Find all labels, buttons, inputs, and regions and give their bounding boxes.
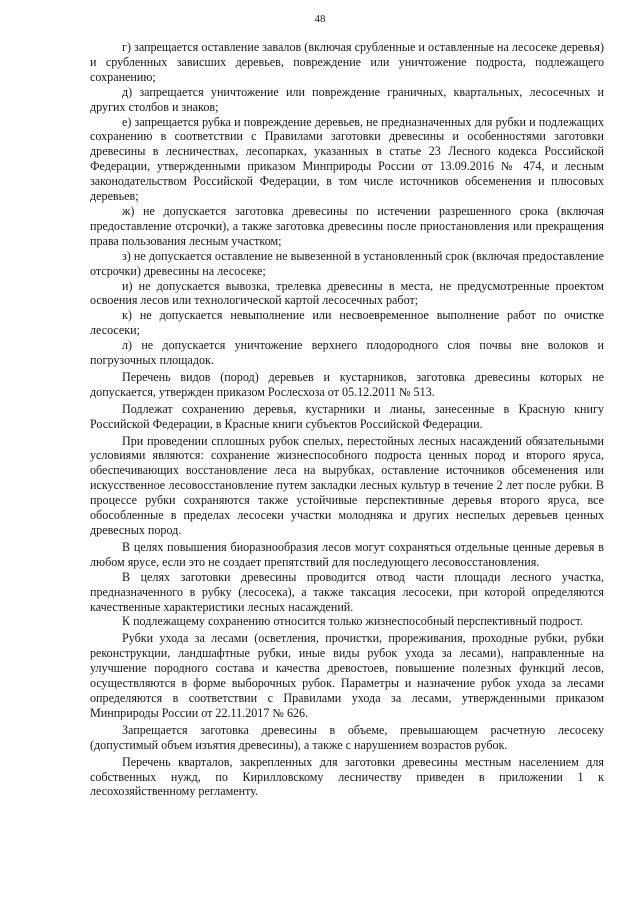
paragraph-item-d: д) запрещается уничтожение или повреждение граничных, квартальных, лесосечных и других столбов и знаков;	[90, 84, 604, 114]
paragraph-item-e: е) запрещается рубка и повреждение деревьев, не предназначенных для рубки и подлежащих сохранению в соответствии с Правилами заготовки древесины и особенностями заготовки древесины в лесничествах, лесопарках, указанных в статье 23 Лесного кодекса Российской Федерации, утвержденными приказом Минприроды России от 13.09.2016 № 474, и лесным законодательством Российской Федерации, в том числе источников обсеменения и плюсовых деревьев;	[90, 114, 604, 204]
paragraph-item-l: л) не допускается уничтожение верхнего плодородного слоя почвы вне волоков и погрузочных площадок.	[90, 338, 604, 368]
paragraph-item-zh: ж) не допускается заготовка древесины по истечении разрешенного срока (включая предоставление отсрочки), а также заготовка древесины после приостановления или прекращения права пользования лесным участком;	[90, 203, 604, 248]
paragraph-item-k: к) не допускается невыполнение или несвоевременное выполнение работ по очистке лесосеки;	[90, 308, 604, 338]
paragraph-item-i: и) не допускается вывозка, трелевка древесины в места, не предусмотренные проектом освоения лесов или технологической картой лесосечных работ;	[90, 278, 604, 308]
paragraph-item-g: г) запрещается оставление завалов (включая срубленные и оставленные на лесосеке деревья) и срубленных зависших деревьев, повреждение или уничтожение подроста, подлежащего сохранению;	[90, 40, 604, 84]
document-body	[90, 40, 604, 799]
paragraph-thinning: Рубки ухода за лесами (осветления, прочистки, прореживания, проходные рубки, рубки реконструкции, ландшафтные рубки, иные виды рубок ухода за лесами), направленные на улучшение породного состава и качества древостоев, повышение полезных функций лесов, осуществляются в форме выборочных рубок. Параметры и назначение рубок ухода за лесами определяются в соответствии с Правилами ухода за лесами, утвержденными приказом Минприроды России от 22.11.2017 № 626.	[90, 631, 604, 720]
paragraph-undergrowth: К подлежащему сохранению относится только жизнеспособный перспективный подрост.	[122, 614, 583, 629]
paragraph-item-z: з) не допускается оставление не вывезенной в установленный срок (включая предоставление отсрочки) древесины на лесосеке;	[90, 248, 604, 278]
paragraph-prohibited-species: Перечень видов (пород) деревьев и кустарников, заготовка древесины которых не допускается, утвержден приказом Рослесхоза от 05.12.2011 № 513.	[90, 369, 604, 399]
paragraph-biodiversity: В целях повышения биоразнообразия лесов могут сохраняться отдельные ценные деревья в любом ярусе, если это не создает препятствий для последующего лесовосстановления.	[90, 539, 604, 569]
paragraph-volume-limit: Запрещается заготовка древесины в объеме, превышающем расчетную лесосеку (допустимый объем изъятия древесины), а также с нарушением возрастов рубок.	[90, 722, 604, 752]
paragraph-clear-cutting: При проведении сплошных рубок спелых, перестойных лесных насаждений обязательными условиями являются: сохранение жизнеспособного подроста ценных пород и второго яруса, обеспечивающих восстановление леса на вырубках, оставление источников обсеменения или искусственное лесовосстановление путем закладки лесных культур в течение 2 лет после рубки. В процессе рубки сохраняются также устойчивые перспективные деревья второго яруса, все обособленные в пределах лесосеки участки молодняка и других неспелых деревьев ценных древесных пород.	[90, 433, 604, 537]
paragraph-local-needs: Перечень кварталов, закрепленных для заготовки древесины местным населением для собственных нужд, по Кирилловскому лесничеству приведен в приложении 1 к лесохозяйственному регламенту.	[90, 754, 604, 799]
paragraph-red-book: Подлежат сохранению деревья, кустарники и лианы, занесенные в Красную книгу Российской Федерации, в Красные книги субъектов Российской Федерации.	[90, 401, 604, 431]
page-number: 48	[314, 13, 326, 25]
paragraph-allotment: В целях заготовки древесины проводится отвод части площади лесного участка, предназначенного в рубку (лесосека), а также таксация лесосеки, при которой определяются качественные характеристики лесных насаждений.	[90, 569, 604, 614]
